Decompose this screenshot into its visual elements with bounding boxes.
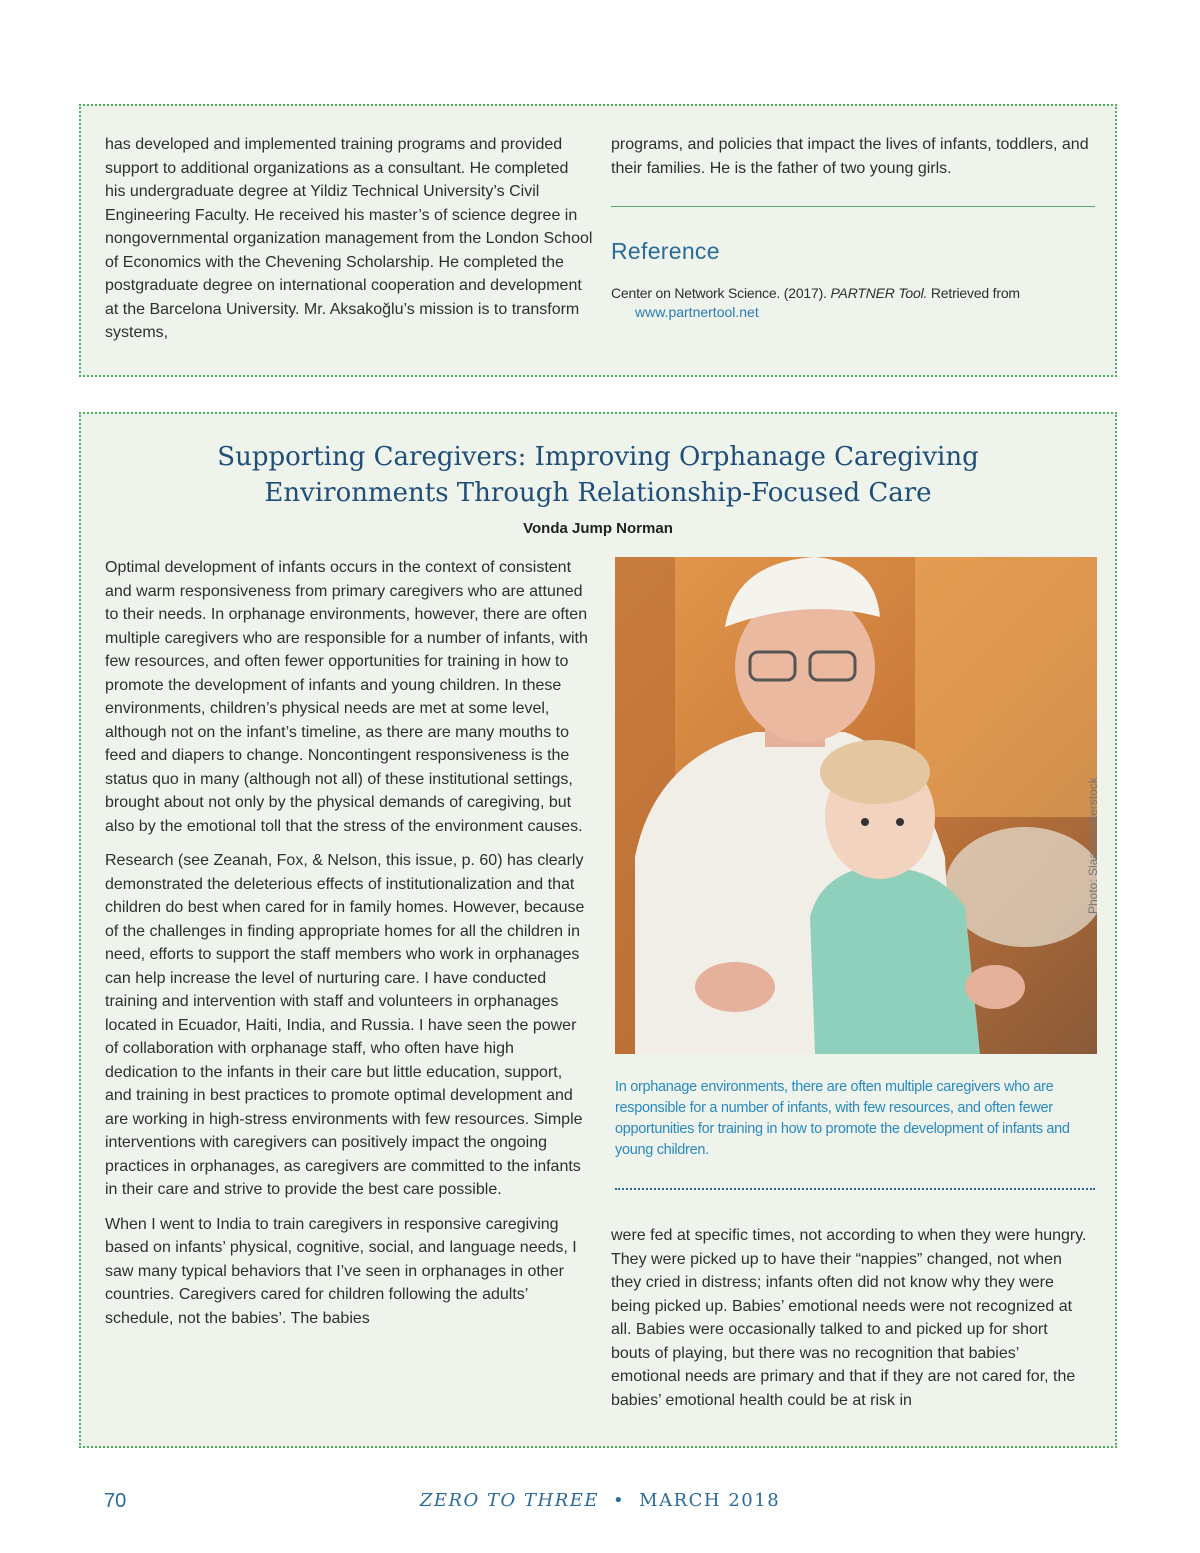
citation-retrieved: Retrieved from [927,285,1020,301]
publication-name: ZERO TO THREE [419,1490,600,1511]
bio-left-column [105,133,593,356]
article-box [79,412,1117,1448]
page-number: 70 [104,1490,127,1512]
paragraph: Research (see Zeanah, Fox, & Nelson, this issue, p. 60) has clearly demonstrated the deleterious effects of institutionalization and that children do best when cared for in family homes. However, because of the challenges in finding appropriate homes for all the children in need, efforts to support the staff members who work in orphanages can help increase the level of nurturing care. I have conducted training and intervention with staff and volunteers in orphanages located in Ecuador, Haiti, India, and Russia. I have seen the power of collaboration with orphanage staff, who often have high dedication to the infants in their care but little education, support, and training in best practices to promote optimal development and are working in high-stress environments with few resources. Simple interventions with caregivers can positively impact the ongoing practices in orphanages, as caregivers are committed to the infants in their care and strive to provide the best care possible. [105,852,585,1198]
citation-authors: Center on Network Science. (2017). [611,285,831,301]
bio-right-column [611,133,1101,191]
paragraph: Optimal development of infants occurs in the context of consistent and warm responsiveness from primary caregivers who are attuned to their needs. In orphanage environments, however, there are often multiple caregivers who are responsible for a number of infants, with few resources, and often fewer opportunities for training in how to promote the development of infants and young children. In these environments, children’s physical needs are met at some level, although not on the infant’s timeline, as there are many mouths to feed and diapers to change. Noncontingent responsiveness is the status quo in many (although not all) of these institutional settings, brought about not only by the physical demands of caregiving, but also by the emotional toll that the stress of the environment causes. [105,559,588,835]
article-title-line1: Supporting Caregivers: Improving Orphanage Caregiving [217,442,979,472]
publication-footer [0,1490,1200,1511]
reference-heading: Reference [611,238,720,264]
bio-left-text: has developed and implemented training programs and provided support to additional organizations as a consultant. He completed his undergraduate degree at Yildiz Technical University’s Civil Engineering Faculty. He received his master’s of science degree in nongovernmental organization management from the London School of Economics with the Chevening Scholarship. He completed the postgraduate degree on international cooperation and development at the Barcelona University. Mr. Aksakoğlu’s mission is to transform systems, [105,136,593,341]
footer-separator: • [613,1490,626,1511]
citation-title: PARTNER Tool. [830,285,928,301]
reference-divider [611,206,1095,207]
photo-credit: Photo: Slaan/shutterstock [1086,777,1100,914]
caregiver-photo [615,557,1097,1054]
photo-caption: In orphanage environments, there are often multiple caregivers who are responsible for a number of infants, with few resources, and often fewer opportunities for training in how to promote the development of infants and young children. [615,1079,1070,1158]
article-title [81,439,1115,511]
article-title-line2: Environments Through Relationship-Focused Care [264,478,932,508]
article-left-column [105,556,591,1341]
article-right-column [611,1224,1091,1423]
paragraph: When I went to India to train caregivers in responsive caregiving based on infants’ physical, cognitive, social, and language needs, I saw many typical behaviors that I’ve seen in orphanages in other countries. Caregivers cared for children following the adults’ schedule, not the babies’. The babies [105,1215,577,1327]
bio-box [79,104,1117,377]
issue-date: MARCH 2018 [639,1490,781,1511]
reference-link[interactable]: www.partnertool.net [635,304,759,320]
bio-right-text: programs, and policies that impact the lives of infants, toddlers, and their families. He is the father of two young girls. [611,136,1089,177]
reference-citation [611,282,1081,304]
caregiver-with-infant-image [615,557,1097,1054]
paragraph: were fed at specific times, not according to when they were hungry. They were picked up to have their “nappies” changed, not when they cried in distress; infants often did not know why they were being picked up. Babies’ emotional needs were not recognized at all. Babies were occasionally talked to and picked up for short bouts of playing, but there was no recognition that babies’ emotional needs are primary and that if they are not cared for, the babies’ emotional health could be at risk in [611,1227,1087,1409]
article-author: Vonda Jump Norman [523,520,673,537]
caption-divider [615,1188,1095,1190]
